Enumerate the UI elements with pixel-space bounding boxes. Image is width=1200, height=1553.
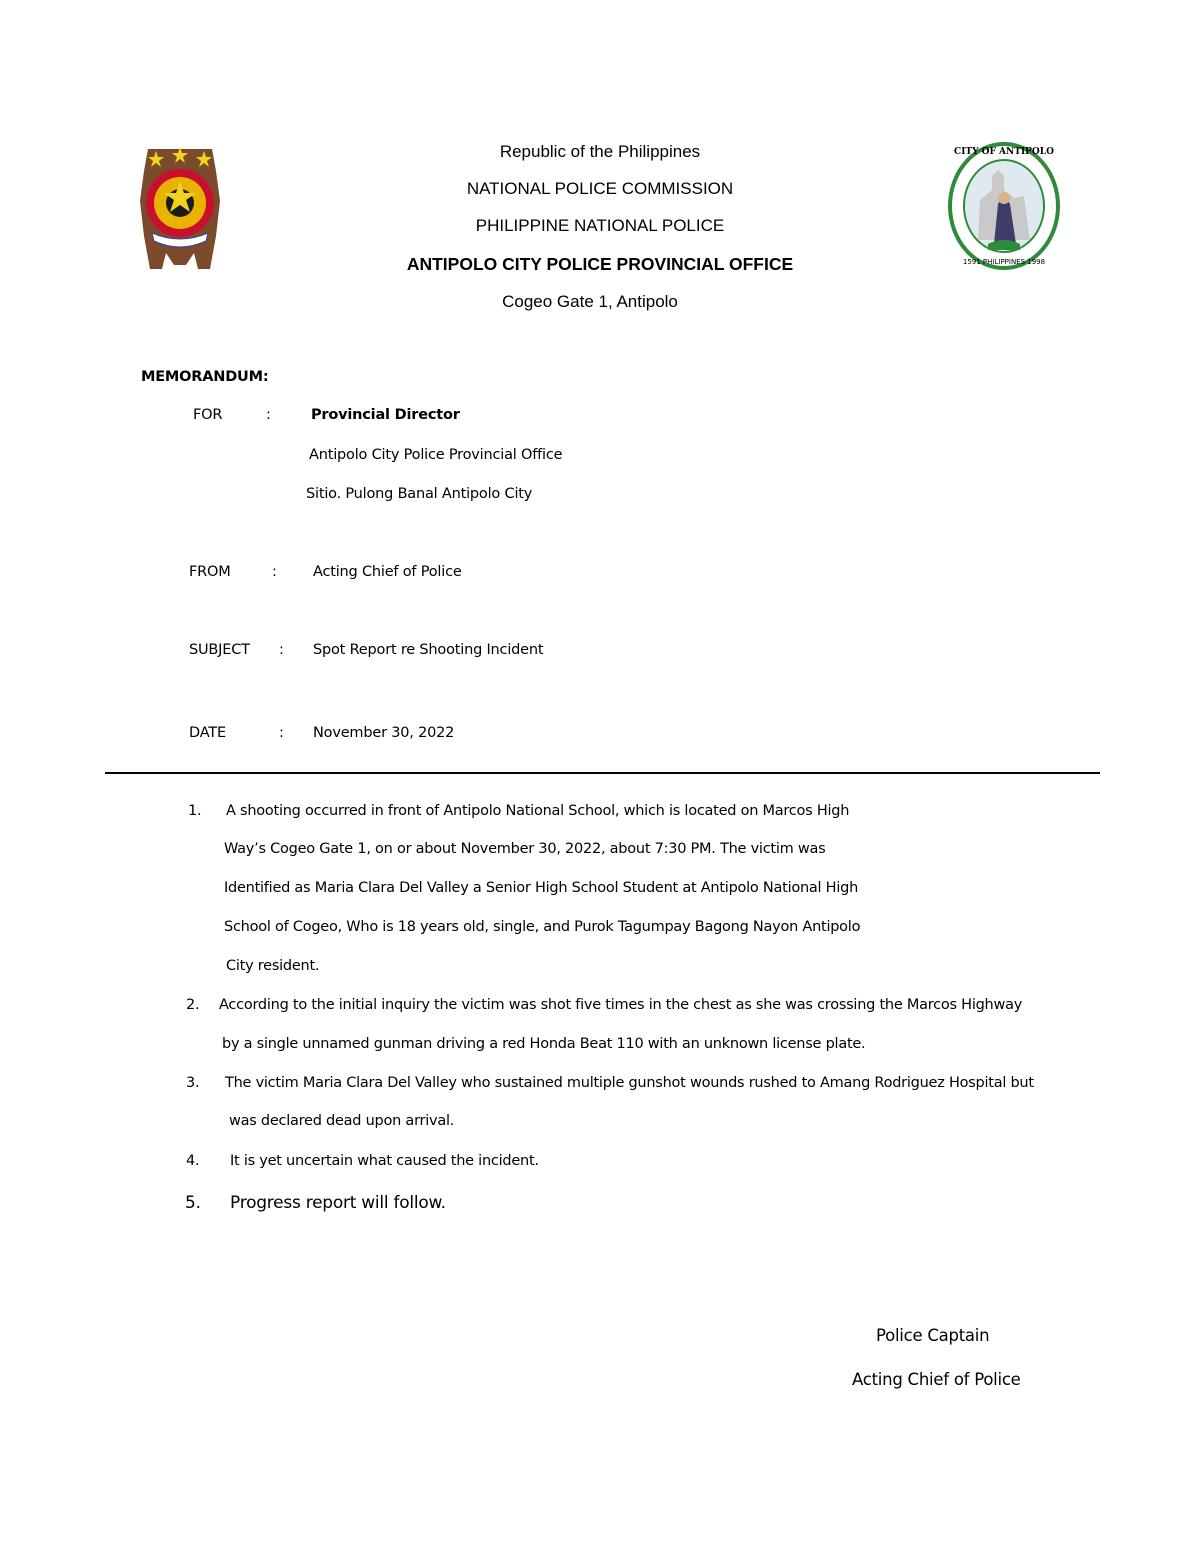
for-recipient-title: Provincial Director [311,407,460,423]
for-colon: : [266,407,271,423]
item-1-line-3: Identified as Maria Clara Del Valley a Senior High School Student at Antipolo National High [224,880,859,896]
from-value: Acting Chief of Police [313,564,462,580]
header-napolcom: NATIONAL POLICE COMMISSION [466,179,734,198]
signature-position: Acting Chief of Police [852,1370,1021,1389]
horizontal-rule [105,772,1100,774]
item-2-line-1: According to the initial inquiry the victim was shot five times in the chest as she was crossing the Marcos Highway [219,997,1023,1013]
item-1-line-4: School of Cogeo, Who is 18 years old, single, and Purok Tagumpay Bagong Nayon Antipolo [224,919,861,935]
header-republic: Republic of the Philippines [499,142,701,161]
from-colon: : [272,564,277,580]
header-office: ANTIPOLO CITY POLICE PROVINCIAL OFFICE [406,254,794,274]
svg-text:1591 PHILIPPINES 1998: 1591 PHILIPPINES 1998 [962,258,1046,266]
item-3-line-1: The victim Maria Clara Del Valley who sustained multiple gunshot wounds rushed to Amang Rodriguez Hospital but [225,1075,1034,1091]
item-1-line-2: Way’s Cogeo Gate 1, on or about November 30, 2022, about 7:30 PM. The victim was [224,841,826,857]
header-pnp: PHILIPPINE NATIONAL POLICE [475,216,725,235]
item-4-number: 4. [186,1153,200,1169]
item-3-line-2: was declared dead upon arrival. [229,1113,455,1129]
subject-colon: : [279,642,284,658]
date-label: DATE [189,725,226,741]
for-recipient-address: Sitio. Pulong Banal Antipolo City [306,486,533,502]
date-value: November 30, 2022 [313,725,455,741]
item-2-number: 2. [186,997,200,1013]
item-1-number: 1. [188,803,202,819]
from-label: FROM [189,564,231,580]
for-recipient-office: Antipolo City Police Provincial Office [309,447,563,463]
svg-text:CITY OF ANTIPOLO: CITY OF ANTIPOLO [954,147,1054,157]
signature-rank: Police Captain [876,1326,990,1345]
item-1-line-1: A shooting occurred in front of Antipolo National School, which is located on Marcos High [226,803,850,819]
for-label: FOR [193,407,223,423]
date-colon: : [279,725,284,741]
header-address: Cogeo Gate 1, Antipolo [502,292,678,311]
item-2-line-2: by a single unnamed gunman driving a red Honda Beat 110 with an unknown license plate. [222,1036,866,1052]
subject-label: SUBJECT [189,642,250,658]
item-3-number: 3. [186,1075,200,1091]
memo-title: MEMORANDUM: [141,369,269,385]
subject-value: Spot Report re Shooting Incident [313,642,544,658]
item-4-line-1: It is yet uncertain what caused the incident. [230,1153,539,1169]
item-5-line-1: Progress report will follow. [230,1193,446,1213]
item-5-number: 5. [185,1193,201,1213]
item-1-line-5: City resident. [226,958,320,974]
